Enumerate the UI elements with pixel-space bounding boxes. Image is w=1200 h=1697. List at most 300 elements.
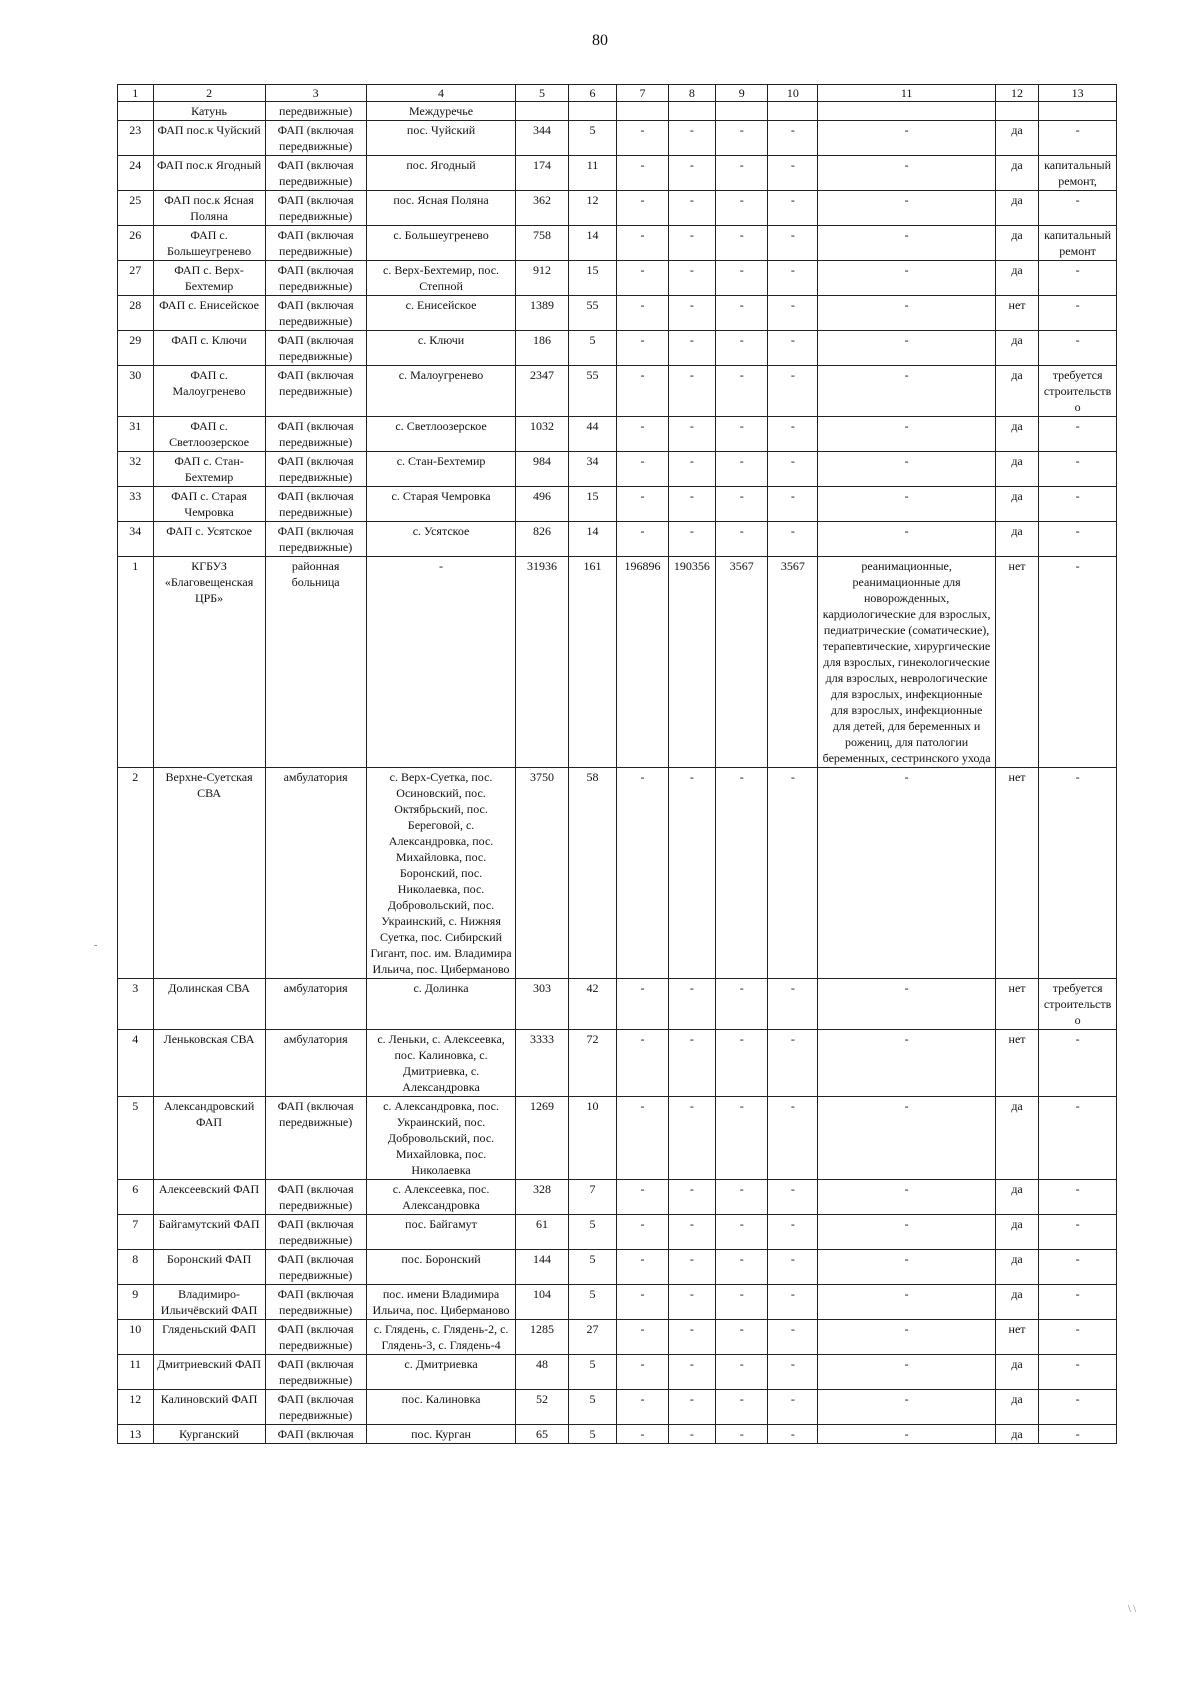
table-cell: - <box>617 1355 668 1390</box>
table-cell: - <box>617 487 668 522</box>
table-cell: - <box>1039 296 1117 331</box>
table-cell: 3750 <box>516 768 568 979</box>
column-header: 3 <box>265 85 366 102</box>
table-cell: 984 <box>516 452 568 487</box>
table-cell: - <box>1039 1250 1117 1285</box>
table-cell: 7 <box>568 1180 617 1215</box>
table-cell: да <box>995 452 1038 487</box>
table-cell: - <box>668 1320 716 1355</box>
table-cell: 28 <box>118 296 154 331</box>
table-cell: с. Верх-Суетка, пос. Осиновский, пос. Октябрьский, пос. Береговой, с. Александровка, пос. Михайловка, пос. Боронский, пос. Николаевка, пос. Добровольский, пос. Украинский, с. Нижняя Суетка, пос. Сибирский Гигант, пос. им. Владимира Ильича, пос. Циберманово <box>366 768 516 979</box>
table-cell: 11 <box>118 1355 154 1390</box>
table-cell: 5 <box>568 1215 617 1250</box>
table-cell: - <box>668 768 716 979</box>
table-cell: 161 <box>568 557 617 768</box>
table-cell: нет <box>995 557 1038 768</box>
table-cell: - <box>768 1355 818 1390</box>
table-cell: 31936 <box>516 557 568 768</box>
table-cell: ФАП с. Стан-Бехтемир <box>153 452 265 487</box>
table-cell: - <box>716 452 768 487</box>
table-cell: 61 <box>516 1215 568 1250</box>
table-cell: 10 <box>568 1097 617 1180</box>
table-cell: 5 <box>568 1355 617 1390</box>
table-cell: 12 <box>568 191 617 226</box>
table-cell: - <box>1039 768 1117 979</box>
table-cell: - <box>716 1180 768 1215</box>
table-cell: пос. Ягодный <box>366 156 516 191</box>
table-cell: 14 <box>568 226 617 261</box>
table-cell: - <box>1039 452 1117 487</box>
table-cell: капитальный ремонт <box>1039 226 1117 261</box>
table-cell: - <box>668 452 716 487</box>
table-row <box>118 1390 1117 1425</box>
table-cell: - <box>768 1390 818 1425</box>
table-cell: 55 <box>568 366 617 417</box>
table-cell: 186 <box>516 331 568 366</box>
column-header: 1 <box>118 85 154 102</box>
table-cell: ФАП с. Светлоозерское <box>153 417 265 452</box>
table-cell: - <box>617 1030 668 1097</box>
table-cell: 44 <box>568 417 617 452</box>
table-cell: да <box>995 156 1038 191</box>
table-cell <box>1039 102 1117 121</box>
table-cell: 5 <box>568 1250 617 1285</box>
table-cell: - <box>768 121 818 156</box>
table-cell: с. Долинка <box>366 979 516 1030</box>
table-cell: - <box>1039 1425 1117 1444</box>
table-cell: с. Леньки, с. Алексеевка, пос. Калиновка, с. Дмитриевка, с. Александровка <box>366 1030 516 1097</box>
table-cell <box>617 102 668 121</box>
table-cell: 1 <box>118 557 154 768</box>
table-row <box>118 261 1117 296</box>
table-cell: 1389 <box>516 296 568 331</box>
table-cell: да <box>995 1097 1038 1180</box>
table-cell: 15 <box>568 487 617 522</box>
table-cell: - <box>716 1030 768 1097</box>
table-cell: - <box>818 1097 996 1180</box>
table-cell: - <box>768 1030 818 1097</box>
table-cell: - <box>668 979 716 1030</box>
table-cell: - <box>1039 331 1117 366</box>
table-cell: 5 <box>568 331 617 366</box>
table-cell: - <box>818 1320 996 1355</box>
table-cell: 303 <box>516 979 568 1030</box>
table-row <box>118 121 1117 156</box>
table-cell: - <box>617 1320 668 1355</box>
table-cell: - <box>716 191 768 226</box>
table-cell: 174 <box>516 156 568 191</box>
table-cell: пос. Ясная Поляна <box>366 191 516 226</box>
table-cell: реанимационные, реанимационные для новорожденных, кардиологические для взрослых, педиатрические (соматические), терапевтические, хирургические для взрослых, гинекологические для взрослых, неврологические для взрослых, инфекционные для взрослых, инфекционные для детей, для беременных и рожениц, для патологии беременных, сестринского ухода <box>818 557 996 768</box>
table-cell: 4 <box>118 1030 154 1097</box>
table-row <box>118 226 1117 261</box>
table-cell: Леньковская СВА <box>153 1030 265 1097</box>
table-cell: ФАП с. Верх-Бехтемир <box>153 261 265 296</box>
table-cell: 42 <box>568 979 617 1030</box>
table-cell: - <box>716 1097 768 1180</box>
table-cell: - <box>617 331 668 366</box>
table-cell: - <box>668 1285 716 1320</box>
table-cell: - <box>1039 1320 1117 1355</box>
table-cell: да <box>995 1180 1038 1215</box>
table-cell: - <box>768 1285 818 1320</box>
table-cell: ФАП (включая передвижные) <box>265 1390 366 1425</box>
table-cell: - <box>668 417 716 452</box>
table-cell: - <box>768 191 818 226</box>
table-cell: - <box>716 522 768 557</box>
table-cell: да <box>995 366 1038 417</box>
column-header: 12 <box>995 85 1038 102</box>
table-cell: - <box>1039 1390 1117 1425</box>
table-cell: - <box>1039 121 1117 156</box>
table-cell: - <box>716 1355 768 1390</box>
table-cell: ФАП (включая передвижные) <box>265 417 366 452</box>
column-header: 8 <box>668 85 716 102</box>
table-cell: - <box>818 452 996 487</box>
table-cell: - <box>818 121 996 156</box>
table-cell: Александровский ФАП <box>153 1097 265 1180</box>
table-cell: - <box>768 768 818 979</box>
table-cell: 23 <box>118 121 154 156</box>
table-cell: ФАП (включая передвижные) <box>265 1355 366 1390</box>
table-cell <box>568 102 617 121</box>
table-cell: 55 <box>568 296 617 331</box>
table-row <box>118 1355 1117 1390</box>
table-cell: - <box>768 417 818 452</box>
table-cell: - <box>617 452 668 487</box>
table-cell: Долинская СВА <box>153 979 265 1030</box>
table-cell: 14 <box>568 522 617 557</box>
table-cell: - <box>716 366 768 417</box>
table-cell <box>668 102 716 121</box>
table-cell: - <box>768 1097 818 1180</box>
table-cell: да <box>995 226 1038 261</box>
table-row <box>118 331 1117 366</box>
table-row <box>118 1320 1117 1355</box>
table-cell: Междуречье <box>366 102 516 121</box>
table-cell: 30 <box>118 366 154 417</box>
table-cell: - <box>716 156 768 191</box>
table-cell: - <box>716 261 768 296</box>
table-cell: - <box>818 1250 996 1285</box>
table-cell: ФАП с. Большеугренево <box>153 226 265 261</box>
table-cell: да <box>995 417 1038 452</box>
table-cell: Байгамутский ФАП <box>153 1215 265 1250</box>
table-cell: - <box>768 1215 818 1250</box>
table-cell: - <box>668 1030 716 1097</box>
table-cell: - <box>1039 487 1117 522</box>
table-cell: - <box>668 1097 716 1180</box>
table-cell: ФАП пос.к Ясная Поляна <box>153 191 265 226</box>
table-cell: ФАП с. Ключи <box>153 331 265 366</box>
table-cell: - <box>818 156 996 191</box>
table-cell: - <box>716 417 768 452</box>
table-cell: нет <box>995 1320 1038 1355</box>
table-cell: требуется строительство <box>1039 979 1117 1030</box>
table-cell: с. Большеугренево <box>366 226 516 261</box>
table-cell: пос. Калиновка <box>366 1390 516 1425</box>
table-cell: - <box>818 331 996 366</box>
table-cell: - <box>617 226 668 261</box>
table-cell: ФАП (включая передвижные) <box>265 1285 366 1320</box>
table-cell: 34 <box>118 522 154 557</box>
table-cell: с. Александровка, пос. Украинский, пос. Добровольский, пос. Михайловка, пос. Николаевка <box>366 1097 516 1180</box>
table-row <box>118 487 1117 522</box>
column-header: 5 <box>516 85 568 102</box>
table-cell: нет <box>995 979 1038 1030</box>
table-cell: 6 <box>118 1180 154 1215</box>
table-cell: - <box>617 1390 668 1425</box>
table-cell: 10 <box>118 1320 154 1355</box>
table-row <box>118 979 1117 1030</box>
table-row <box>118 1097 1117 1180</box>
table-cell: 1032 <box>516 417 568 452</box>
table-cell: амбулатория <box>265 979 366 1030</box>
table-row <box>118 1215 1117 1250</box>
table-cell: ФАП с. Старая Чемровка <box>153 487 265 522</box>
table-row <box>118 768 1117 979</box>
table-cell: с. Усятское <box>366 522 516 557</box>
table-cell: 5 <box>568 1285 617 1320</box>
table-cell: - <box>818 1425 996 1444</box>
table-cell: ФАП (включая передвижные) <box>265 1097 366 1180</box>
table-cell: 3567 <box>716 557 768 768</box>
table-cell: - <box>617 1425 668 1444</box>
table-cell: - <box>668 261 716 296</box>
table-cell: 328 <box>516 1180 568 1215</box>
table-cell: 344 <box>516 121 568 156</box>
table-cell: - <box>768 979 818 1030</box>
table-cell: ФАП (включая передвижные) <box>265 156 366 191</box>
table-cell: 5 <box>568 121 617 156</box>
table-cell: - <box>1039 1097 1117 1180</box>
table-cell: да <box>995 1285 1038 1320</box>
table-cell: - <box>768 1180 818 1215</box>
table-cell: - <box>716 331 768 366</box>
table-cell: - <box>768 156 818 191</box>
table-cell: ФАП (включая передвижные) <box>265 1320 366 1355</box>
table-row <box>118 1030 1117 1097</box>
table-cell: - <box>617 979 668 1030</box>
table-cell: - <box>617 768 668 979</box>
table-cell: ФАП (включая передвижные) <box>265 331 366 366</box>
table-cell: - <box>818 1030 996 1097</box>
table-cell: Гляденьский ФАП <box>153 1320 265 1355</box>
table-cell: - <box>716 1320 768 1355</box>
table-cell: - <box>768 296 818 331</box>
table-row <box>118 1425 1117 1444</box>
table-cell: 5 <box>568 1425 617 1444</box>
table-row <box>118 366 1117 417</box>
table-cell: - <box>818 1180 996 1215</box>
table-cell: с. Алексеевка, пос. Александровка <box>366 1180 516 1215</box>
table-row <box>118 1285 1117 1320</box>
table-cell: 1285 <box>516 1320 568 1355</box>
table-cell: амбулатория <box>265 1030 366 1097</box>
table-cell: 65 <box>516 1425 568 1444</box>
table-cell: - <box>668 487 716 522</box>
table-cell: с. Дмитриевка <box>366 1355 516 1390</box>
table-cell: - <box>668 331 716 366</box>
table-cell: да <box>995 487 1038 522</box>
table-cell: - <box>716 487 768 522</box>
table-cell: - <box>768 226 818 261</box>
table-cell: да <box>995 522 1038 557</box>
table-cell: - <box>768 522 818 557</box>
table-cell: - <box>768 366 818 417</box>
table-cell: ФАП (включая передвижные) <box>265 522 366 557</box>
table-cell: - <box>1039 557 1117 768</box>
table-cell: - <box>617 1180 668 1215</box>
table-cell: ФАП (включая передвижные) <box>265 1215 366 1250</box>
table-row <box>118 156 1117 191</box>
table-cell: КГБУЗ «Благовещенская ЦРБ» <box>153 557 265 768</box>
table-cell: - <box>716 768 768 979</box>
table-cell: пос. имени Владимира Ильича, пос. Циберманово <box>366 1285 516 1320</box>
table-cell: да <box>995 1355 1038 1390</box>
table-cell: 3333 <box>516 1030 568 1097</box>
table-cell: - <box>617 296 668 331</box>
table-cell: 9 <box>118 1285 154 1320</box>
table-cell: ФАП (включая передвижные) <box>265 1180 366 1215</box>
table-cell: - <box>1039 1285 1117 1320</box>
table-cell: - <box>818 487 996 522</box>
table-cell: с. Старая Чемровка <box>366 487 516 522</box>
column-header: 10 <box>768 85 818 102</box>
table-cell: с. Малоугренево <box>366 366 516 417</box>
table-row <box>118 102 1117 121</box>
table-cell: 25 <box>118 191 154 226</box>
table-cell: - <box>716 296 768 331</box>
table-cell: 52 <box>516 1390 568 1425</box>
table-cell: 1269 <box>516 1097 568 1180</box>
facilities-table <box>117 84 1117 1444</box>
table-cell: 5 <box>118 1097 154 1180</box>
table-cell: ФАП (включая передвижные) <box>265 296 366 331</box>
table-cell: - <box>716 1215 768 1250</box>
table-row <box>118 1250 1117 1285</box>
table-cell: - <box>617 1285 668 1320</box>
table-cell: - <box>818 366 996 417</box>
column-header: 13 <box>1039 85 1117 102</box>
table-cell: да <box>995 1215 1038 1250</box>
table-cell: с. Светлоозерское <box>366 417 516 452</box>
table-cell: - <box>366 557 516 768</box>
column-header: 9 <box>716 85 768 102</box>
table-cell: требуется строительство <box>1039 366 1117 417</box>
table-cell: 196896 <box>617 557 668 768</box>
table-cell: ФАП (включая передвижные) <box>265 226 366 261</box>
table-cell: да <box>995 1425 1038 1444</box>
table-cell: - <box>617 522 668 557</box>
table-cell: - <box>617 121 668 156</box>
table-cell: да <box>995 121 1038 156</box>
table-cell: 3 <box>118 979 154 1030</box>
table-row <box>118 296 1117 331</box>
table-cell: Калиновский ФАП <box>153 1390 265 1425</box>
table-cell: ФАП (включая передвижные) <box>265 366 366 417</box>
column-number-row <box>118 85 1117 102</box>
table-cell: 24 <box>118 156 154 191</box>
table-cell: 190356 <box>668 557 716 768</box>
table-cell: - <box>1039 1215 1117 1250</box>
table-cell <box>516 102 568 121</box>
table-cell: - <box>818 417 996 452</box>
table-cell: с. Глядень, с. Глядень-2, с. Глядень-3, с. Глядень-4 <box>366 1320 516 1355</box>
table-cell: - <box>818 191 996 226</box>
table-cell: - <box>1039 1030 1117 1097</box>
table-cell: 3567 <box>768 557 818 768</box>
table-cell: - <box>818 226 996 261</box>
table-cell: Владимиро-Ильичёвский ФАП <box>153 1285 265 1320</box>
table-cell: 26 <box>118 226 154 261</box>
table-cell: - <box>716 121 768 156</box>
table-cell: нет <box>995 1030 1038 1097</box>
table-cell: - <box>668 1180 716 1215</box>
table-cell: 2347 <box>516 366 568 417</box>
table-row <box>118 522 1117 557</box>
table-cell: - <box>818 1355 996 1390</box>
table-cell: 48 <box>516 1355 568 1390</box>
table-cell: ФАП (включая передвижные) <box>265 121 366 156</box>
table-cell: - <box>768 452 818 487</box>
table-cell: - <box>1039 191 1117 226</box>
table-cell: да <box>995 191 1038 226</box>
table-cell: - <box>768 261 818 296</box>
table-cell: 15 <box>568 261 617 296</box>
table-cell: с. Верх-Бехтемир, пос. Степной <box>366 261 516 296</box>
table-cell: - <box>818 1215 996 1250</box>
table-cell: нет <box>995 768 1038 979</box>
table-cell <box>995 102 1038 121</box>
table-cell: - <box>668 366 716 417</box>
table-cell: - <box>617 417 668 452</box>
table-row <box>118 417 1117 452</box>
table-cell: - <box>768 487 818 522</box>
table-cell: - <box>768 1425 818 1444</box>
table-cell: ФАП (включая <box>265 1425 366 1444</box>
table-cell: - <box>668 1355 716 1390</box>
table-cell: 13 <box>118 1425 154 1444</box>
table-cell: 33 <box>118 487 154 522</box>
table-cell: амбулатория <box>265 768 366 979</box>
table-cell: - <box>617 1250 668 1285</box>
table-cell: 72 <box>568 1030 617 1097</box>
table-cell: - <box>668 226 716 261</box>
table-cell: районная больница <box>265 557 366 768</box>
table-cell: - <box>818 522 996 557</box>
table-cell: Алексеевский ФАП <box>153 1180 265 1215</box>
table-cell: 758 <box>516 226 568 261</box>
table-cell: 11 <box>568 156 617 191</box>
table-cell: да <box>995 1390 1038 1425</box>
table-cell: Катунь <box>153 102 265 121</box>
table-cell: 362 <box>516 191 568 226</box>
table-cell: 144 <box>516 1250 568 1285</box>
table-cell: - <box>1039 522 1117 557</box>
table-cell: ФАП (включая передвижные) <box>265 261 366 296</box>
table-cell: да <box>995 1250 1038 1285</box>
table-cell: капитальный ремонт, <box>1039 156 1117 191</box>
column-header: 4 <box>366 85 516 102</box>
table-cell: нет <box>995 296 1038 331</box>
table-cell: - <box>818 1285 996 1320</box>
table-cell: - <box>668 522 716 557</box>
table-cell: - <box>668 1215 716 1250</box>
table-cell: пос. Боронский <box>366 1250 516 1285</box>
table-cell: 496 <box>516 487 568 522</box>
table-cell: с. Ключи <box>366 331 516 366</box>
